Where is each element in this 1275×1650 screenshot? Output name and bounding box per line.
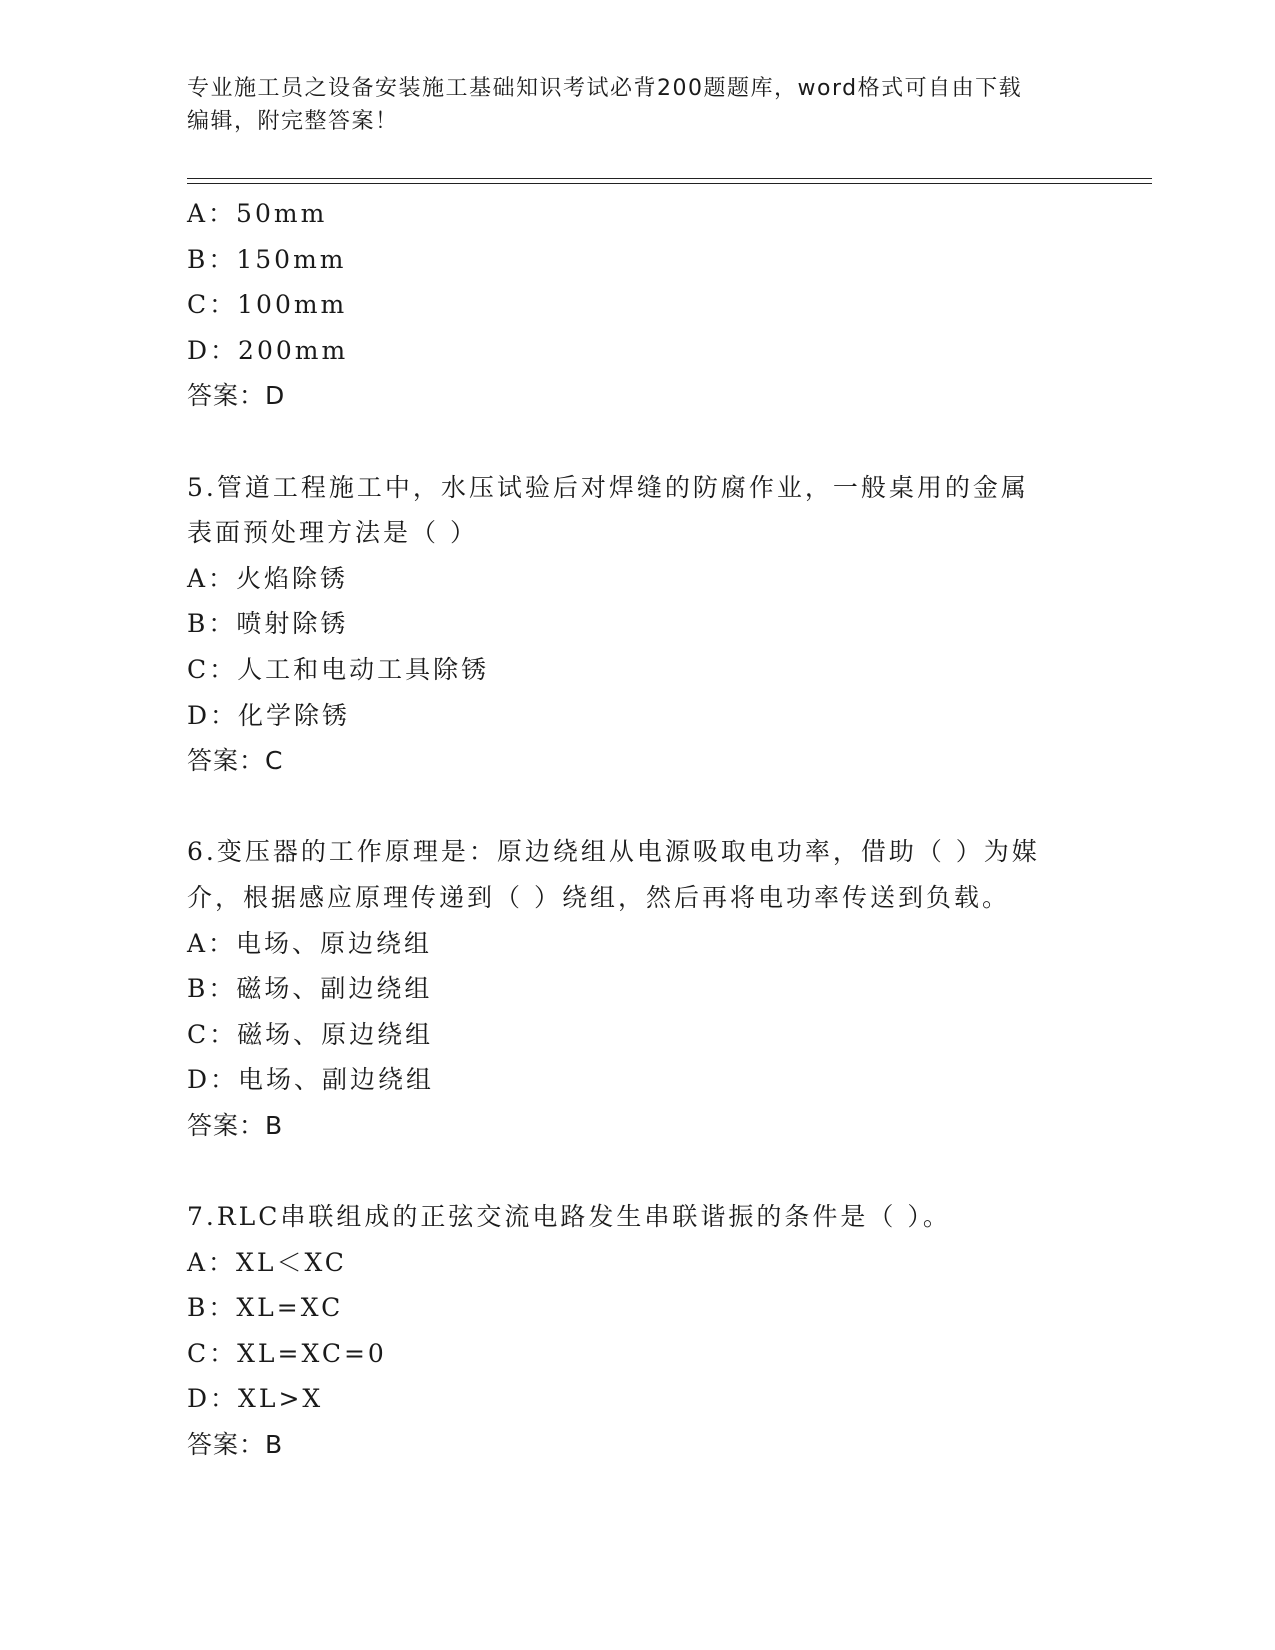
- question-7-answer: 答案：B: [187, 1430, 284, 1460]
- question-6-option-c: C：磁场、原边绕组: [187, 1019, 434, 1049]
- question-5-option-d: D：化学除锈: [187, 700, 351, 730]
- question-5: [187, 465, 1087, 784]
- question-4-option-b: B：150mm: [187, 244, 347, 274]
- question-5-option-b: B：喷射除锈: [187, 609, 349, 639]
- question-list: [187, 191, 1087, 1468]
- header-divider-bottom: [187, 183, 1152, 184]
- question-spacer: [187, 419, 1087, 465]
- question-5-answer: 答案：C: [187, 746, 284, 776]
- question-spacer: [187, 784, 1087, 830]
- question-5-text-line-1: 5.管道工程施工中，水压试验后对焊缝的防腐作业，一般桌用的金属: [187, 472, 1029, 502]
- question-5-text-line-2: 表面预处理方法是（ ）: [187, 518, 478, 548]
- question-6-answer: 答案：B: [187, 1110, 284, 1140]
- question-6-option-b: B：磁场、副边绕组: [187, 974, 433, 1004]
- header-divider-top: [187, 178, 1152, 179]
- question-6-option-d: D：电场、副边绕组: [187, 1065, 435, 1095]
- question-6-text-line-2: 介，根据感应原理传递到（ ）绕组，然后再将电功率传送到负载。: [187, 882, 1010, 912]
- question-4-answer: 答案：D: [187, 381, 286, 411]
- question-7: [187, 1194, 1087, 1468]
- question-7-text-line-1: 7.RLC串联组成的正弦交流电路发生串联谐振的条件是（ ）。: [187, 1202, 951, 1232]
- question-4-option-d: D：200mm: [187, 335, 349, 365]
- question-4-option-c: C：100mm: [187, 290, 348, 320]
- question-6: [187, 829, 1087, 1148]
- question-5-option-a: A：火焰除锈: [187, 563, 349, 593]
- document-header: [187, 72, 1087, 138]
- question-7-option-c: C：XL=XC=0: [187, 1338, 387, 1368]
- question-4-option-a: A：50mm: [187, 199, 328, 228]
- question-6-text-line-1: 6.变压器的工作原理是：原边绕组从电源吸取电功率，借助（ ）为媒: [187, 837, 1040, 867]
- question-7-option-d: D：XL>X: [187, 1384, 324, 1414]
- header-line-1: 专业施工员之设备安装施工基础知识考试必背200题题库，word格式可自由下载: [187, 76, 1023, 101]
- question-7-option-a: A：XL＜XC: [187, 1247, 347, 1277]
- question-4: [187, 191, 1087, 419]
- header-line-2: 编辑，附完整答案！: [187, 109, 399, 134]
- question-7-option-b: B：XL=XC: [187, 1293, 344, 1323]
- question-5-option-c: C：人工和电动工具除锈: [187, 654, 490, 684]
- question-spacer: [187, 1148, 1087, 1194]
- question-6-option-a: A：电场、原边绕组: [187, 928, 433, 958]
